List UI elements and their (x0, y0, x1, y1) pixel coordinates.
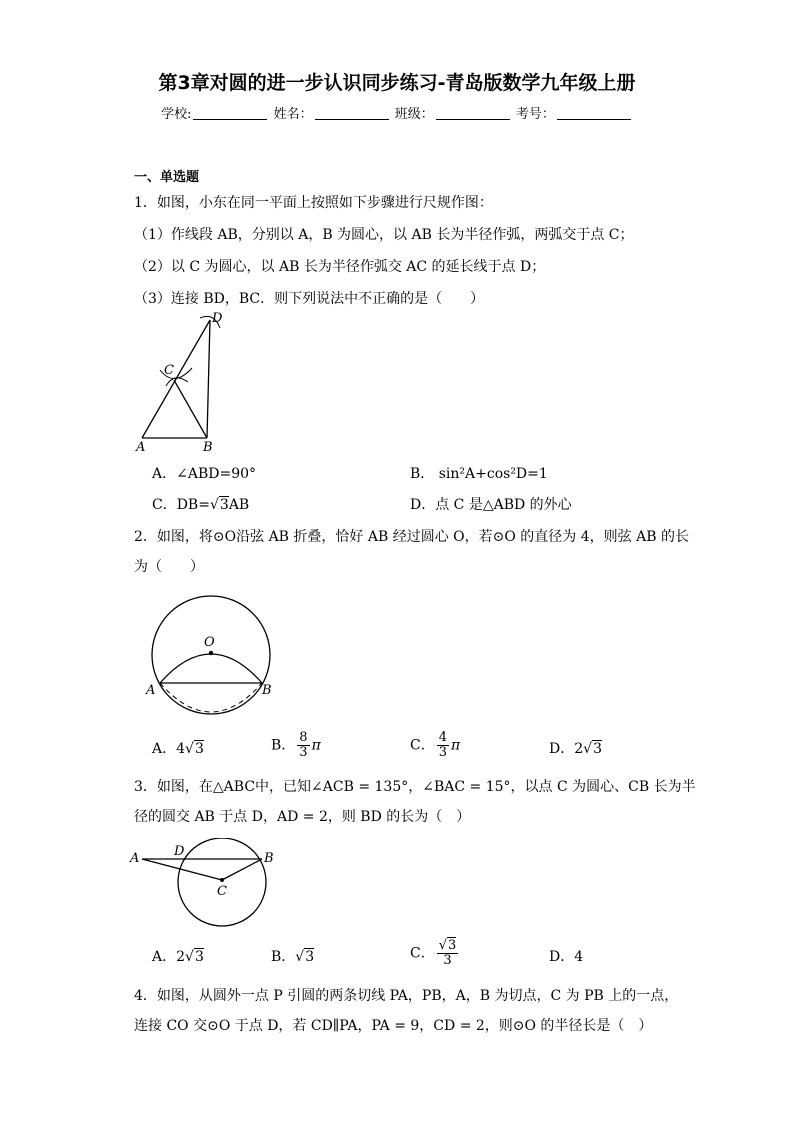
center-c-dot (220, 878, 224, 882)
school-label: 学校: (161, 107, 192, 122)
student-info-line (0, 103, 794, 122)
q3-option-d[interactable]: D．4 (549, 949, 584, 965)
label-c: C (217, 884, 227, 899)
q2-option-d[interactable]: D．2√3 (549, 741, 602, 757)
q3-line1: 3．如图，在△ABC中，已知∠ACB = 135°，∠BAC = 15°，以点 C 为圆心、CB 长为半 (134, 779, 696, 795)
label-b: B (203, 440, 213, 455)
name-blank[interactable] (315, 106, 389, 120)
label-c: C (164, 363, 174, 378)
q3-option-c[interactable]: C． $\frac{√3}{3}$ (410, 938, 457, 968)
label-a: A (136, 440, 146, 455)
q2-figure (140, 595, 285, 720)
segment-ac (142, 859, 222, 880)
label-b: B (262, 683, 272, 698)
q1-figure (130, 310, 240, 455)
school-blank[interactable] (193, 106, 267, 120)
segment-bd (207, 320, 210, 438)
center-o-dot (209, 651, 213, 655)
q3-option-b[interactable]: B．√3 (271, 949, 315, 965)
q4-line1: 4．如图，从圆外一点 P 引圆的两条切线 PA，PB，A，B 为切点，C 为 PB 上的一点， (134, 988, 679, 1004)
segment-bc (174, 380, 207, 438)
class-blank[interactable] (436, 106, 510, 120)
folded-arc (160, 654, 262, 683)
q1-option-c[interactable]: C．DB=√3AB (152, 497, 250, 513)
q3-option-a[interactable]: A．2√3 (152, 949, 204, 965)
label-d: D (212, 311, 223, 326)
q3-figure (128, 838, 278, 934)
q2-option-c[interactable]: C． $\frac{4}{3}$ π (410, 730, 461, 760)
q2-option-b[interactable]: B． $\frac{8}{3}$ π (271, 730, 321, 760)
q2-line1: 2．如图，将⊙O沿弦 AB 折叠，恰好 AB 经过圆心 O，若⊙O 的直径为 4，则弦 AB 的长 (134, 529, 689, 545)
q1-option-b[interactable]: B． sin²A+cos²D=1 (410, 466, 548, 482)
q2-option-a[interactable]: A．4√3 (152, 741, 204, 757)
q1-line4: （3）连接 BD，BC．则下列说法中不正确的是（ ） (134, 291, 485, 307)
q1-line2: （1）作线段 AB，分别以 A，B 为圆心，以 AB 长为半径作弧，两弧交于点 C； (134, 227, 634, 243)
q3-line2: 径的圆交 AB 于点 D，AD = 2，则 BD 的长为（ ） (134, 809, 471, 825)
label-a: A (146, 683, 156, 698)
page-title: 第3章对圆的进一步认识同步练习-青岛版数学九年级上册 (158, 72, 636, 94)
segment-bc (222, 859, 262, 880)
label-o: O (204, 635, 215, 650)
q4-line2: 连接 CO 交⊙O 于点 D，若 CD∥PA，PA = 9，CD = 2，则⊙O 的半径长是（ ） (134, 1018, 653, 1034)
class-label: 班级： (394, 107, 434, 122)
label-d: D (174, 844, 185, 859)
segment-ad (142, 320, 210, 438)
number-blank[interactable] (557, 106, 631, 120)
q1-line3: （2）以 C 为圆心，以 AB 长为半径作弧交 AC 的延长线于点 D； (134, 259, 546, 275)
original-arc-dashed (160, 683, 262, 712)
q1-option-d[interactable]: D．点 C 是△ABD 的外心 (410, 497, 572, 513)
label-b: B (264, 851, 274, 866)
q2-line2: 为（ ） (134, 559, 204, 575)
name-label: 姓名： (273, 107, 313, 122)
q1-option-a[interactable]: A．∠ABD=90° (152, 466, 257, 482)
label-a: A (130, 851, 140, 866)
q1-line1: 1．如图，小东在同一平面上按照如下步骤进行尺规作图： (134, 195, 493, 211)
section-title: 一、单选题 (134, 170, 200, 185)
number-label: 考号： (515, 107, 555, 122)
